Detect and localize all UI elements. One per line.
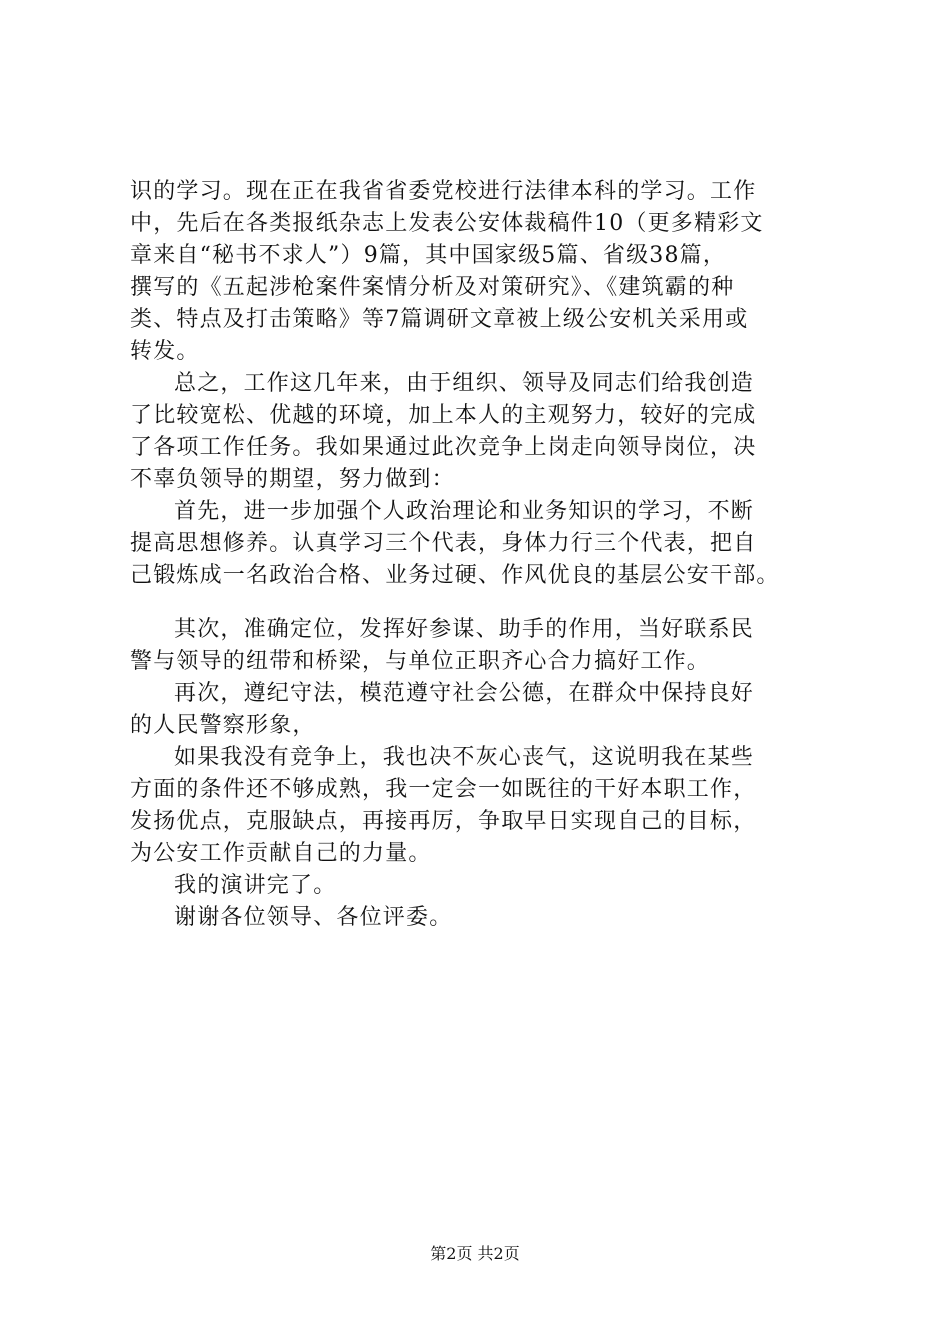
text-line: 类、特点及打击策略》等7篇调研文章被上级公安机关采用或 <box>130 307 749 332</box>
text-line: 警与领导的纽带和桥梁，与单位正职齐心合力搞好工作。 <box>130 649 711 674</box>
paragraph-start-line: 总之，工作这几年来，由于组织、领导及同志们给我创造 <box>174 371 755 396</box>
text-line: 了各项工作任务。我如果通过此次竞争上岗走向领导岗位，决 <box>130 435 757 460</box>
paragraph-start-line: 首先，进一步加强个人政治理论和业务知识的学习，不断 <box>174 499 755 524</box>
text-line: 了比较宽松、优越的环境，加上本人的主观努力，较好的完成 <box>130 403 757 428</box>
text-line: 识的学习。现在正在我省省委党校进行法律本科的学习。工作 <box>130 179 757 204</box>
text-line: 的人民警察形象， <box>130 713 316 738</box>
document-body <box>130 176 835 934</box>
text-line: 提高思想修养。认真学习三个代表，身体力行三个代表，把自 <box>130 531 757 556</box>
text-line: 方面的条件还不够成熟，我一定会一如既往的干好本职工作， <box>130 777 757 802</box>
text-line: 不辜负领导的期望，努力做到： <box>130 467 455 492</box>
text-line: 中，先后在各类报纸杂志上发表公安体裁稿件10（更多精彩文 <box>130 211 764 236</box>
paragraph-start-line: 其次，准确定位，发挥好参谋、助手的作用，当好联系民 <box>174 617 755 642</box>
text-line: 发扬优点，克服缺点，再接再厉，争取早日实现自己的目标， <box>130 809 757 834</box>
text-line: 章来自“秘书不求人”）9篇，其中国家级5篇、省级38篇， <box>130 243 727 268</box>
paragraph-start-line: 如果我没有竞争上，我也决不灰心丧气，这说明我在某些 <box>174 745 755 770</box>
paragraph-start-line: 再次，遵纪守法，模范遵守社会公德，在群众中保持良好 <box>174 681 755 706</box>
paragraph-start-line: 我的演讲完了。 <box>174 873 337 898</box>
text-line: 转发。 <box>130 339 200 364</box>
text-line: 己锻炼成一名政治合格、业务过硬、作风优良的基层公安干部。 <box>130 563 780 588</box>
text-line: 撰写的《五起涉枪案件案情分析及对策研究》、《建筑霸的种 <box>130 275 735 300</box>
text-line: 为公安工作贡献自己的力量。 <box>130 841 432 866</box>
paragraph-gap <box>130 592 835 614</box>
page-number-footer: 第2页 共2页 <box>430 1244 520 1263</box>
paragraph-start-line: 谢谢各位领导、各位评委。 <box>174 905 453 930</box>
